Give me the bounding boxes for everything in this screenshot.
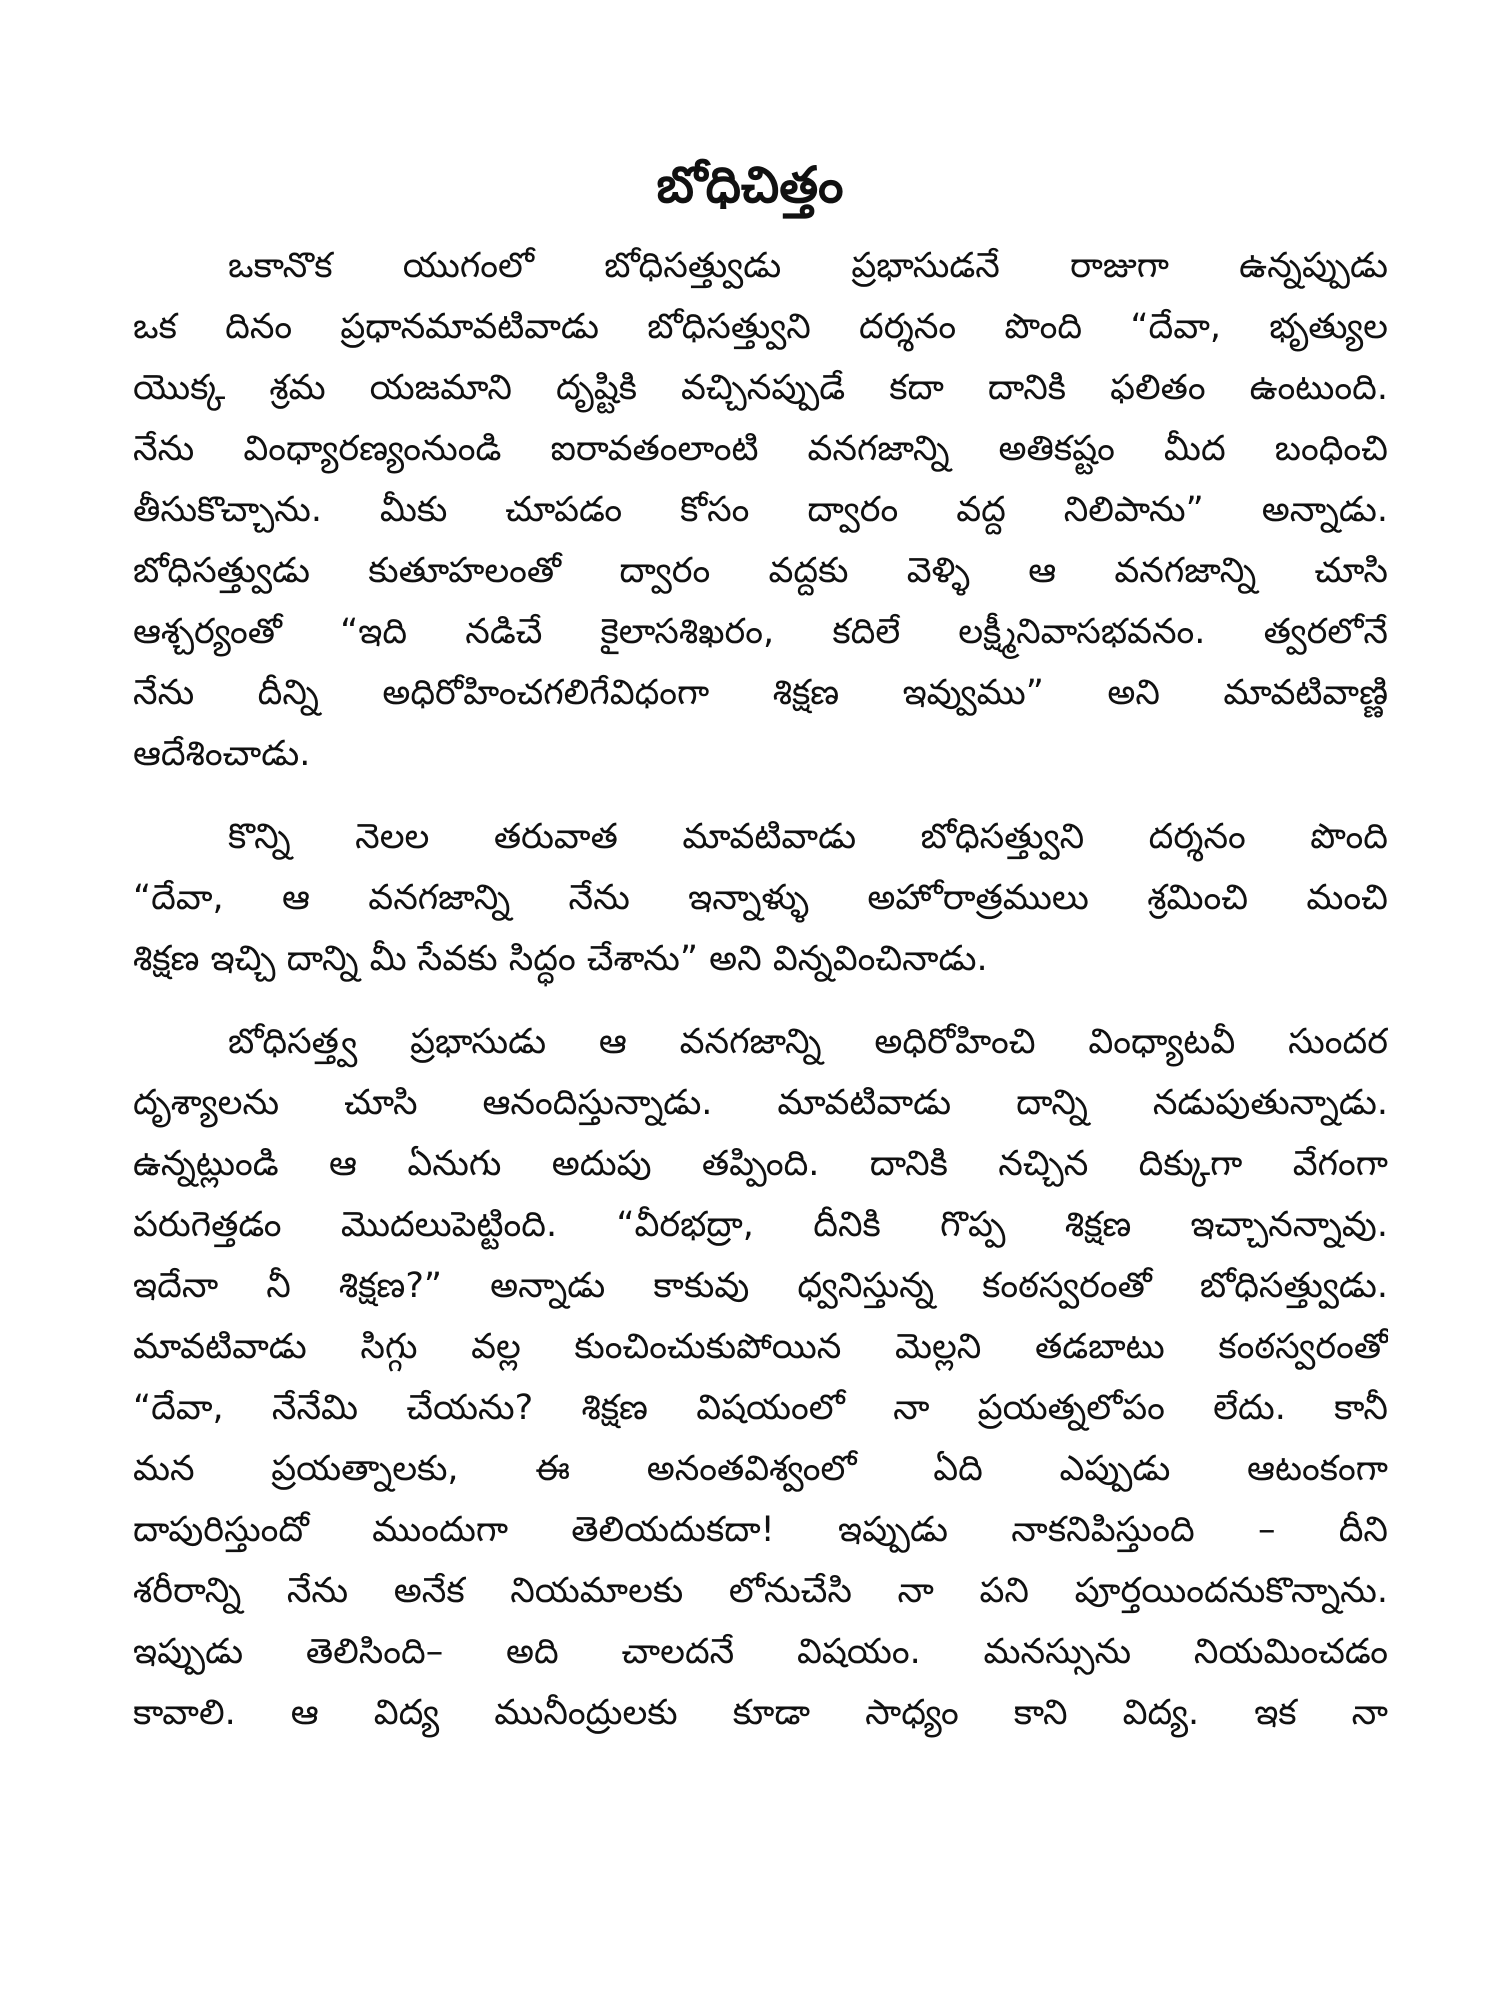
text-line: బోధిసత్త్వుడు కుతూహలంతో ద్వారం వద్దకు వెళ్ళి ఆ వనగజాన్ని చూసి xyxy=(133,551,1388,591)
text-line: ఇప్పుడు తెలిసింది– అది చాలదనే విషయం. మనస్సును నియమించడం xyxy=(133,1632,1388,1672)
text-line: ఆదేశించాడు. xyxy=(133,734,311,774)
text-line: తీసుకొచ్చాను. మీకు చూపడం కోసం ద్వారం వద్ద నిలిపాను” అన్నాడు. xyxy=(133,490,1388,530)
text-line: దాపురిస్తుందో ముందుగా తెలియదుకదా! ఇప్పుడు నాకనిపిస్తుంది – దీని xyxy=(133,1510,1388,1550)
text-line: ఒకానొక యుగంలో బోధిసత్త్వుడు ప్రభాసుడనే రాజుగా ఉన్నప్పుడు xyxy=(228,246,1388,286)
text-line: దృశ్యాలను చూసి ఆనందిస్తున్నాడు. మావటివాడు దాన్ని నడుపుతున్నాడు. xyxy=(133,1083,1388,1123)
paragraph-gap xyxy=(133,990,1388,1012)
text-line: పరుగెత్తడం మొదలుపెట్టింది. “వీరభద్రా, దీనికి గొప్ప శిక్షణ ఇచ్చానన్నావు. xyxy=(133,1205,1388,1245)
text-line: కావాలి. ఆ విద్య మునీంద్రులకు కూడా సాధ్యం కాని విద్య. ఇక నా xyxy=(133,1693,1388,1733)
text-line: నేను దీన్ని అధిరోహించగలిగేవిధంగా శిక్షణ ఇవ్వుము” అని మావటివాణ్ణి xyxy=(133,673,1388,713)
text-line: ఉన్నట్లుండి ఆ ఏనుగు అదుపు తప్పింది. దానికి నచ్చిన దిక్కుగా వేగంగా xyxy=(133,1144,1388,1184)
page-title: బోధిచిత్తం xyxy=(656,156,844,214)
text-line: కొన్ని నెలల తరువాత మావటివాడు బోధిసత్త్వుని దర్శనం పొంది xyxy=(228,817,1388,857)
text-line: శరీరాన్ని నేను అనేక నియమాలకు లోనుచేసి నా పని పూర్తయిందనుకొన్నాను. xyxy=(133,1571,1388,1611)
story-body xyxy=(133,236,1388,1744)
text-line: బోధిసత్త్వ ప్రభాసుడు ఆ వనగజాన్ని అధిరోహించి వింధ్యాటవీ సుందర xyxy=(228,1022,1388,1062)
text-line: మావటివాడు సిగ్గు వల్ల కుంచించుకుపోయిన మెల్లని తడబాటు కంఠస్వరంతో xyxy=(133,1327,1388,1367)
paragraph xyxy=(133,807,1388,990)
paragraph xyxy=(133,236,1388,785)
text-line: శిక్షణ ఇచ్చి దాన్ని మీ సేవకు సిద్ధం చేశాను” అని విన్నవించినాడు. xyxy=(133,939,988,979)
paragraph xyxy=(133,1012,1388,1744)
text-line: “దేవా, ఆ వనగజాన్ని నేను ఇన్నాళ్ళు అహోరాత్రములు శ్రమించి మంచి xyxy=(133,878,1388,918)
paragraph-gap xyxy=(133,785,1388,807)
text-line: ఒక దినం ప్రధానమావటివాడు బోధిసత్త్వుని దర్శనం పొంది “దేవా, భృత్యుల xyxy=(133,307,1388,347)
text-line: మన ప్రయత్నాలకు, ఈ అనంతవిశ్వంలో ఏది ఎప్పుడు ఆటంకంగా xyxy=(133,1449,1388,1489)
text-line: యొక్క శ్రమ యజమాని దృష్టికి వచ్చినప్పుడే కదా దానికి ఫలితం ఉంటుంది. xyxy=(133,368,1388,408)
text-line: ఆశ్చర్యంతో “ఇది నడిచే కైలాసశిఖరం, కదిలే లక్ష్మీనివాసభవనం. త్వరలోనే xyxy=(133,612,1388,652)
text-line: “దేవా, నేనేమి చేయను? శిక్షణ విషయంలో నా ప్రయత్నలోపం లేదు. కానీ xyxy=(133,1388,1388,1428)
text-line: ఇదేనా నీ శిక్షణ?” అన్నాడు కాకువు ధ్వనిస్తున్న కంఠస్వరంతో బోధిసత్త్వుడు. xyxy=(133,1266,1388,1306)
text-line: నేను వింధ్యారణ్యంనుండి ఐరావతంలాంటి వనగజాన్ని అతికష్టం మీద బంధించి xyxy=(133,429,1388,469)
